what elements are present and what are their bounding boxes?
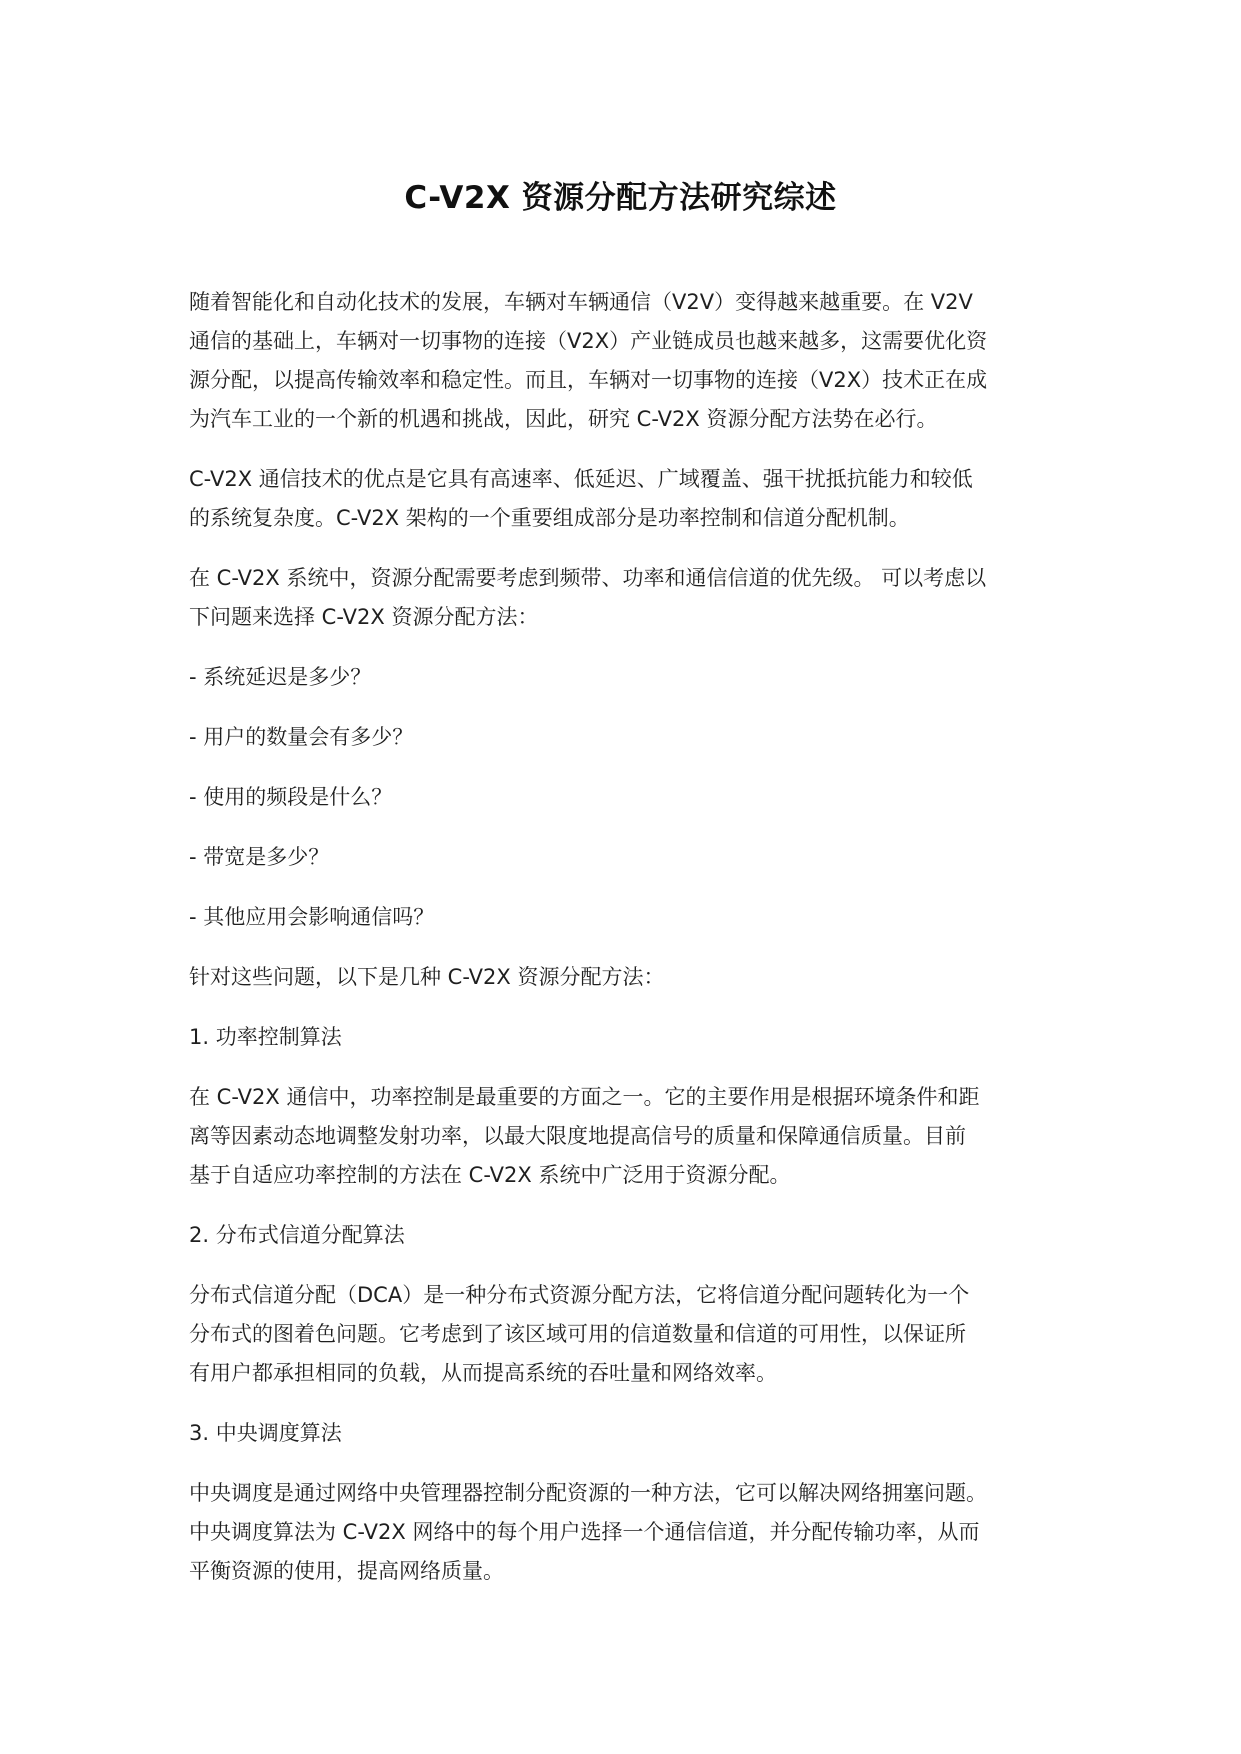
text-line: 中央调度是通过网络中央管理器控制分配资源的一种方法，它可以解决网络拥塞问题。 <box>189 1481 987 1505</box>
question-list <box>189 658 1069 937</box>
text-line: 随着智能化和自动化技术的发展，车辆对车辆通信（V2V）变得越来越重要。在 V2V <box>189 290 973 314</box>
considerations-paragraph <box>189 559 1069 637</box>
text-line: 离等因素动态地调整发射功率，以最大限度地提高信号的质量和保障通信质量。目前 <box>189 1124 966 1148</box>
text-line: 有用户都承担相同的负载，从而提高系统的吞吐量和网络效率。 <box>189 1361 777 1385</box>
text-line: 分布式信道分配（DCA）是一种分布式资源分配方法，它将信道分配问题转化为一个 <box>189 1283 970 1307</box>
text-line: 在 C-V2X 通信中，功率控制是最重要的方面之一。它的主要作用是根据环境条件和距 <box>189 1085 980 1109</box>
question-item: - 带宽是多少？ <box>189 845 330 869</box>
method-heading-distributed-channel: 2. 分布式信道分配算法 <box>189 1223 405 1247</box>
text-line: 源分配，以提高传输效率和稳定性。而且，车辆对一切事物的连接（V2X）技术正在成 <box>189 368 988 392</box>
method-paragraph-central-scheduling <box>189 1474 1069 1591</box>
method-heading-power-control: 1. 功率控制算法 <box>189 1025 342 1049</box>
intro-paragraph <box>189 283 1069 439</box>
document-body <box>189 283 1069 1612</box>
document-title: C-V2X 资源分配方法研究综述 <box>404 180 837 216</box>
question-item: - 系统延迟是多少？ <box>189 665 372 689</box>
text-line: C-V2X 通信技术的优点是它具有高速率、低延迟、广域覆盖、强干扰抵抗能力和较低 <box>189 467 973 491</box>
text-line: 平衡资源的使用，提高网络质量。 <box>189 1559 504 1583</box>
text-line: 分布式的图着色问题。它考虑到了该区域可用的信道数量和信道的可用性，以保证所 <box>189 1322 966 1346</box>
method-heading-central-scheduling: 3. 中央调度算法 <box>189 1421 342 1445</box>
text-line: 中央调度算法为 C-V2X 网络中的每个用户选择一个通信信道，并分配传输功率，从而 <box>189 1520 980 1544</box>
text-line: 的系统复杂度。C-V2X 架构的一个重要组成部分是功率控制和信道分配机制。 <box>189 506 910 530</box>
question-item: - 用户的数量会有多少？ <box>189 725 414 749</box>
advantages-paragraph <box>189 460 1069 538</box>
text-line: 通信的基础上，车辆对一切事物的连接（V2X）产业链成员也越来越多，这需要优化资 <box>189 329 988 353</box>
text-line: 基于自适应功率控制的方法在 C-V2X 系统中广泛用于资源分配。 <box>189 1163 791 1187</box>
method-paragraph-distributed-channel <box>189 1276 1069 1393</box>
method-paragraph-power-control <box>189 1078 1069 1195</box>
question-item: - 其他应用会影响通信吗？ <box>189 905 435 929</box>
text-line: 在 C-V2X 系统中，资源分配需要考虑到频带、功率和通信信道的优先级。 可以考虑以 <box>189 566 987 590</box>
text-line: 为汽车工业的一个新的机遇和挑战，因此，研究 C-V2X 资源分配方法势在必行。 <box>189 407 938 431</box>
text-line: 下问题来选择 C-V2X 资源分配方法： <box>189 605 539 629</box>
question-item: - 使用的频段是什么？ <box>189 785 393 809</box>
methods-intro: 针对这些问题，以下是几种 C-V2X 资源分配方法： <box>189 965 665 989</box>
